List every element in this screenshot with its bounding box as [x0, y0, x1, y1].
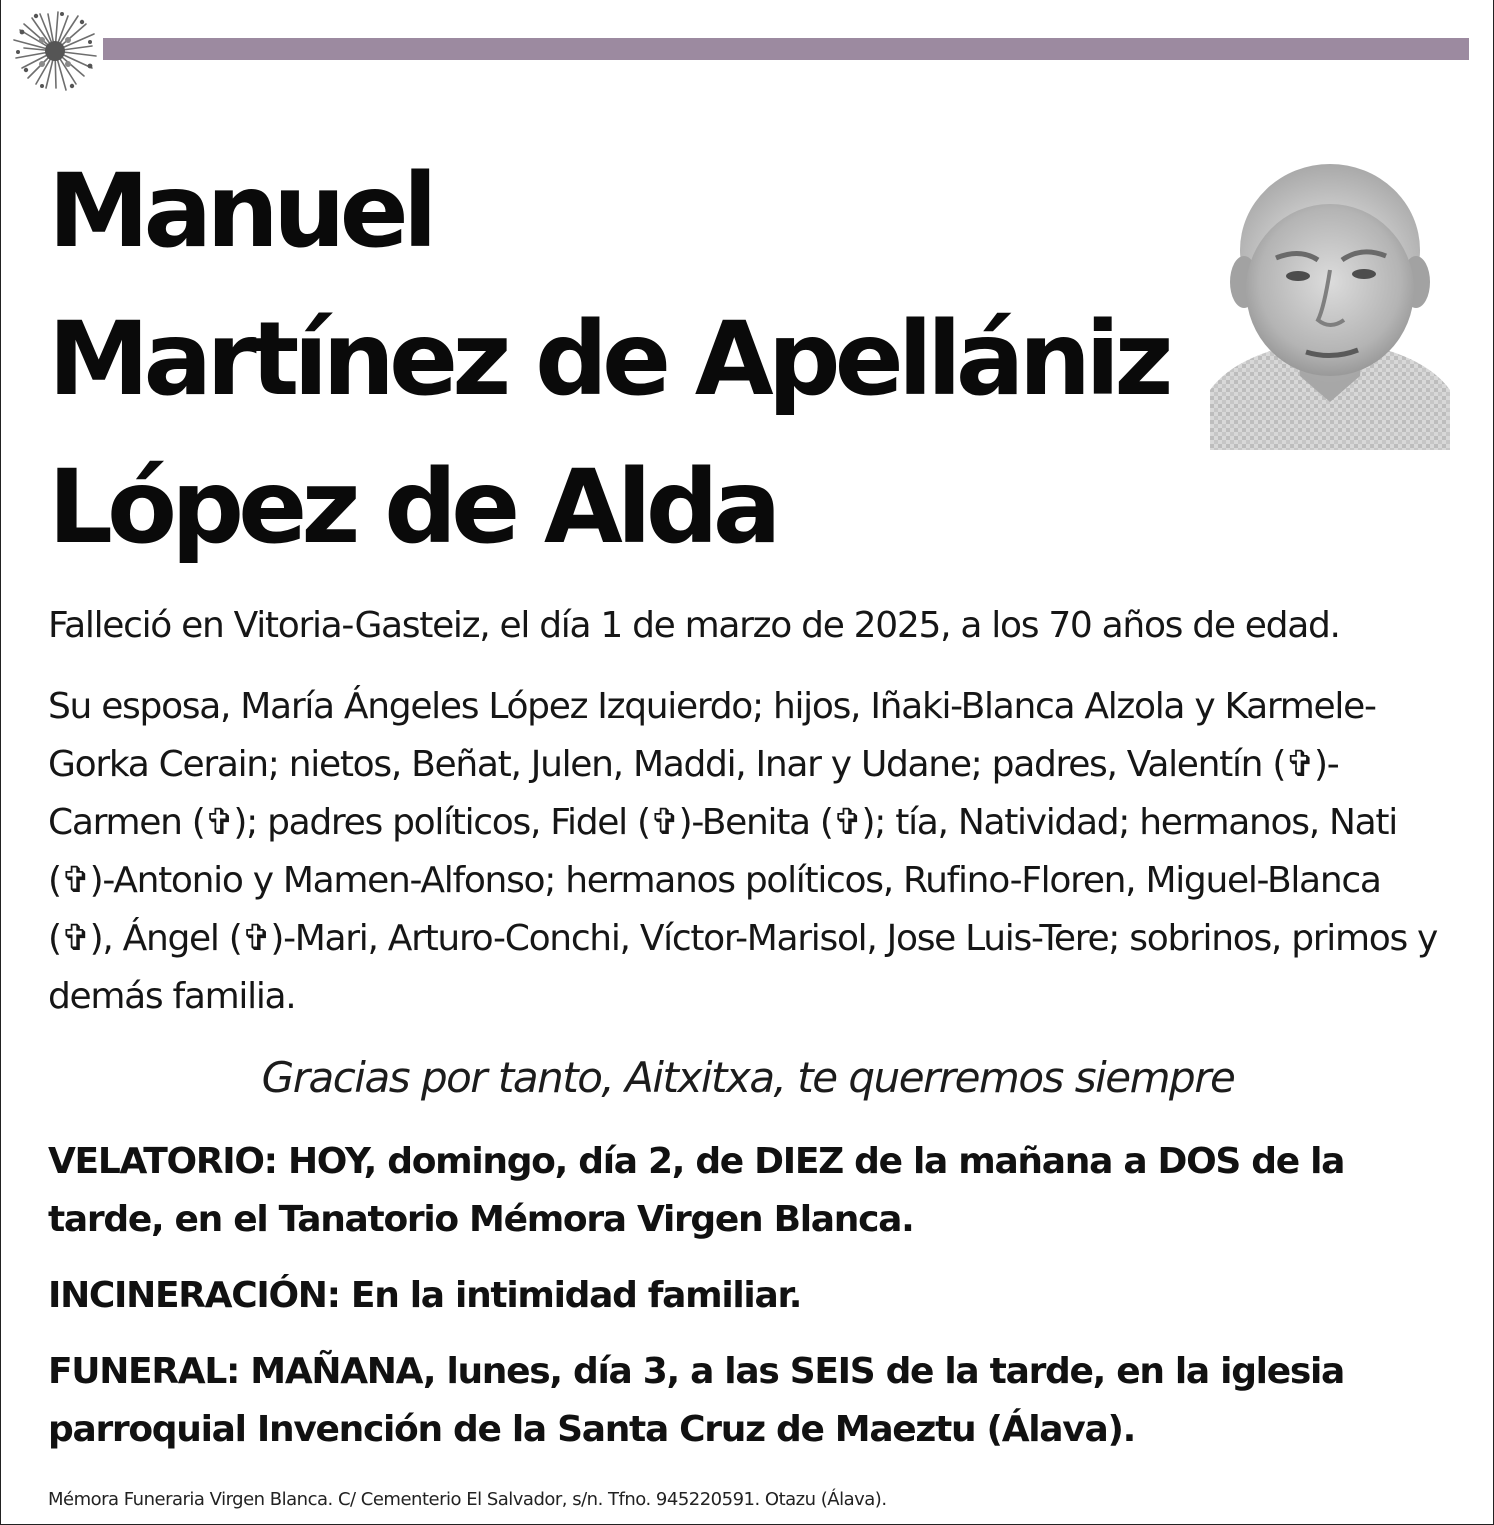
wake-info: VELATORIO: HOY, domingo, día 2, de DIEZ de la mañana a DOS de la tarde, en el Tanatorio Mémora Virgen Blanca. — [48, 1141, 1345, 1240]
memorial-quote: Gracias por tanto, Aitxitxa, te querremos siempre — [261, 1053, 1235, 1102]
name-surname-2: López de Alda — [48, 448, 776, 567]
funeral-info: FUNERAL: MAÑANA, lunes, día 3, a las SEIS de la tarde, en la iglesia parroquial Invención de la Santa Cruz de Maeztu (Álava). — [48, 1351, 1344, 1450]
name-surname-1: Martínez de Apellániz — [48, 300, 1168, 419]
deceased-name — [48, 138, 1168, 582]
name-first: Manuel — [48, 152, 432, 271]
cremation-info: INCINERACIÓN: En la intimidad familiar. — [48, 1275, 802, 1316]
portrait-photo — [1210, 140, 1450, 450]
header-bar — [103, 38, 1469, 60]
funeral-home-footer: Mémora Funeraria Virgen Blanca. C/ Cementerio El Salvador, s/n. Tfno. 945220591. Otazu (Álava). — [48, 1489, 887, 1510]
flower-icon — [12, 10, 98, 92]
family-list: Su esposa, María Ángeles López Izquierdo; hijos, Iñaki-Blanca Alzola y Karmele-Gorka Cerain; nietos, Beñat, Julen, Maddi, Inar y Udane; padres, Valentín (✞)-Carmen (✞); padres políticos, Fidel (✞)-Benita (✞); tía, Natividad; hermanos, Nati (✞)-Antonio y Mamen-Alfonso; hermanos políticos, Rufino-Floren, Miguel-Blanca (✞), Ángel (✞)-Mari, Arturo-Conchi, Víctor-Marisol, Jose Luis-Tere; sobrinos, primos y demás familia. — [48, 686, 1438, 1017]
death-notice: Falleció en Vitoria-Gasteiz, el día 1 de marzo de 2025, a los 70 años de edad. — [48, 605, 1340, 646]
